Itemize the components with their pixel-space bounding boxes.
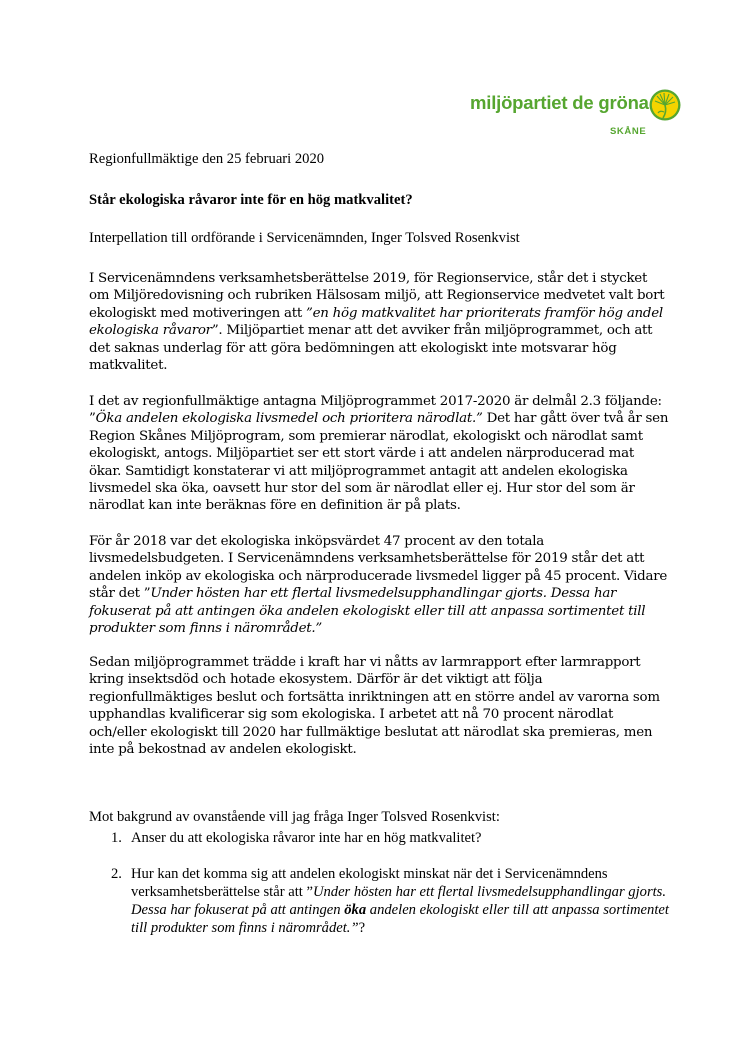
question-number: 2. — [111, 866, 122, 882]
question-2-text-e: ? — [358, 920, 366, 936]
paragraph-2-text-a: I det av regionfullmäktige antagna Miljöprogrammet 2017-2020 är delmål 2.3 följande: ” — [89, 394, 662, 427]
paragraph-3-quote: Under hösten har ett flertal livsmedelsupphandlingar gjorts. Dessa har fokuserat på att antingen öka andelen ekologiskt eller till att anpassa sortimentet till produkter som finns i närområdet.” — [89, 586, 646, 637]
paragraph-2-text-c: Det har gått över två år sen Region Skånes Miljöprogram, som premierar närodlat, ekologiskt och närodlat samt ekologiskt, antogs. Miljöpartiet ser ett stort värde i att andelen närproducerad mat ökar. Samtidigt konstaterar vi att miljöprogrammet antagit att andelen ekologiska livsmedel ska öka, oavsett hur stor del som är närodlat eller ej. Hur stor del som är närodlat kan inte beräknas före en definition är på plats. — [89, 411, 669, 514]
paragraph-3-text-a: För år 2018 var det ekologiska inköpsvärdet 47 procent av den totala livsmedelsbudgeten. I Servicenämndens verksamhetsberättelse för 2019 står det att andelen inköp av ekologiska och närproducerade livsmedel ligger på 45 procent. Vidare står det ” — [89, 534, 668, 602]
paragraph-1-quote: ”en hög matkvalitet har prioriterats framför hög andel ekologiska råvaror — [89, 305, 663, 339]
question-2-emphasis: öka — [344, 902, 367, 918]
date-line: Regionfullmäktige den 25 februari 2020 — [89, 151, 325, 167]
paragraph-3 — [89, 533, 669, 637]
paragraph-2-quote: Öka andelen ekologiska livsmedel och prioritera närodlat.” — [95, 411, 483, 427]
dandelion-icon — [648, 88, 682, 122]
paragraph-1-text-a: I Servicenämndens verksamhetsberättelse 2019, för Regionservice, står det i stycket om Miljöredovisning och rubriken Hälsosam miljö, att Regionservice medvetet valt bort ekologiskt med motiveringen att — [89, 271, 665, 321]
paragraph-4: Sedan miljöprogrammet trädde i kraft har vi nåtts av larmrapport efter larmrapport kring insektsdöd och hotade ekosystem. Därför är det viktigt att följa regionfullmäktiges beslut och fortsätta inriktningen att en större andel av varorna som upphandlas kvalificerar sig som ekologiska. I arbetet att nå 70 procent närodlat och/eller ekologiskt till 2020 har fullmäktige beslutat att närodlat ska premieras, men inte på bekostnad av andelen ekologiskt. — [89, 655, 660, 758]
paragraph-1-text-c: ”. Miljöpartiet menar att det avviker från miljöprogrammet, och att det saknas underlag för att göra bedömningen att ekologiskt inte motsvarar hög matkvalitet. — [89, 323, 653, 374]
question-text: Anser du att ekologiska råvaror inte har en hög matkvalitet? — [131, 830, 482, 846]
logo-brand-text: miljöpartiet de gröna — [470, 92, 649, 113]
logo-region-text: SKÅNE — [610, 126, 647, 137]
question-2-text-a: Hur kan det komma sig att andelen ekologiskt minskat när det i Servicenämndens verksamhetsberättelse står att ” — [131, 866, 608, 900]
question-list — [89, 829, 669, 955]
question-2-quote-d: andelen ekologiskt eller till att anpassa sortimentet till produkter som finns i närområdet.” — [131, 902, 669, 936]
paragraph-1 — [89, 270, 669, 374]
question-number: 1. — [111, 830, 122, 846]
document-subtitle: Interpellation till ordförande i Servicenämnden, Inger Tolsved Rosenkvist — [89, 230, 520, 246]
paragraph-2 — [89, 393, 669, 515]
document-title: Står ekologiska råvaror inte för en hög matkvalitet? — [89, 192, 413, 208]
question-text — [131, 865, 669, 937]
question-intro: Mot bakgrund av ovanstående vill jag fråga Inger Tolsved Rosenkvist: — [89, 809, 500, 825]
question-item-1 — [89, 829, 669, 847]
question-2-quote-b: Under hösten har ett flertal livsmedelsupphandlingar gjorts. Dessa har fokuserat på att antingen — [131, 884, 667, 918]
question-item-2 — [89, 865, 669, 937]
party-logo — [470, 88, 685, 143]
